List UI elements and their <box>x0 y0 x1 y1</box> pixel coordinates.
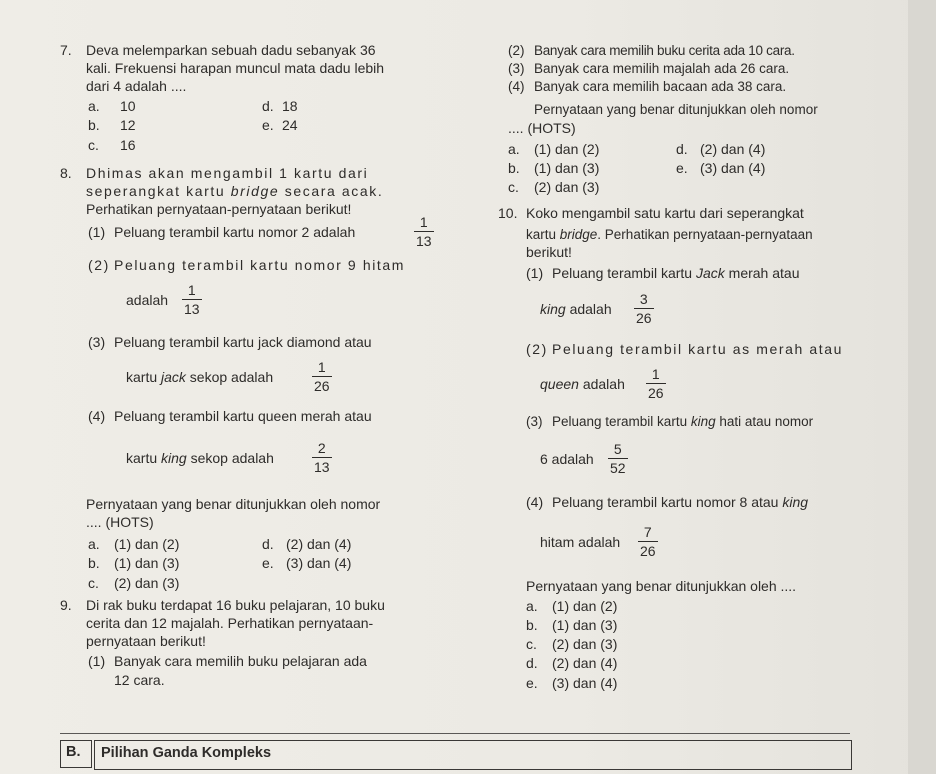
q7-option-a: 10 <box>120 98 136 114</box>
q9-hots: .... (HOTS) <box>508 120 576 136</box>
q10-s2-fraction: 1 26 <box>648 366 664 402</box>
q10-s3-label: (3) <box>526 414 543 429</box>
q9-option-a-letter: a. <box>508 141 520 157</box>
q8-option-b-letter: b. <box>88 555 100 571</box>
q8-s4-fraction: 2 13 <box>314 440 330 476</box>
q10-option-e: (3) dan (4) <box>552 675 618 691</box>
q10-option-d-letter: d. <box>526 655 538 671</box>
q10-s3-text-2: 6 adalah <box>540 451 594 467</box>
q10-option-a-letter: a. <box>526 598 538 614</box>
q9-line-1: Di rak buku terdapat 16 buku pelajaran, 10 buku <box>86 597 385 613</box>
q8-option-a: (1) dan (2) <box>114 536 180 552</box>
q10-s4-text-2: hitam adalah <box>540 534 621 550</box>
q8-option-d-letter: d. <box>262 536 274 552</box>
q7-option-b-letter: b. <box>88 117 100 133</box>
q10-s1-fraction: 3 26 <box>636 291 652 327</box>
q8-line-3: Perhatikan pernyataan-pernyataan berikut! <box>86 201 352 217</box>
page-edge-shadow <box>908 0 936 774</box>
q7-line-3: dari 4 adalah .... <box>86 78 187 94</box>
q9-s1-text: Banyak cara memilih buku pelajaran ada <box>114 653 367 669</box>
q9-option-e-letter: e. <box>676 160 688 176</box>
section-letter: B. <box>66 744 81 760</box>
q8-hots: .... (HOTS) <box>86 514 154 530</box>
q10-line-2: kartu bridge. Perhatikan pernyataan-pernyataan <box>526 227 813 242</box>
q9-option-e: (3) dan (4) <box>700 160 766 176</box>
q7-line-2: kali. Frekuensi harapan muncul mata dadu lebih <box>86 60 385 76</box>
q9-option-d: (2) dan (4) <box>700 141 766 157</box>
q10-line-3: berikut! <box>526 244 572 260</box>
q7-option-a-letter: a. <box>88 98 100 114</box>
q10-number: 10. <box>498 205 518 221</box>
q10-option-d: (2) dan (4) <box>552 655 618 671</box>
q8-option-c-letter: c. <box>88 575 99 591</box>
q9-line-3: pernyataan berikut! <box>86 633 206 649</box>
q9-s3-label: (3) <box>508 61 525 76</box>
q8-option-a-letter: a. <box>88 536 100 552</box>
q7-line-1: Deva melemparkan sebuah dadu sebanyak 36 <box>86 42 376 58</box>
q9-option-c: (2) dan (3) <box>534 179 600 195</box>
q8-s2-fraction: 1 13 <box>184 282 200 318</box>
q8-s4-text: Peluang terambil kartu queen merah atau <box>114 408 372 424</box>
q10-s4-label: (4) <box>526 494 544 510</box>
q9-option-d-letter: d. <box>676 141 688 157</box>
q8-option-e: (3) dan (4) <box>286 555 352 571</box>
q7-option-b: 12 <box>120 117 136 133</box>
q10-option-c-letter: c. <box>526 636 537 652</box>
q8-number: 8. <box>60 165 72 181</box>
q8-s2-text-2: adalah <box>126 292 169 308</box>
q7-option-d: 18 <box>282 98 298 114</box>
q8-s3-fraction: 1 26 <box>314 359 330 395</box>
q7-number: 7. <box>60 42 72 58</box>
q8-option-b: (1) dan (3) <box>114 555 180 571</box>
q8-s4-label: (4) <box>88 408 106 424</box>
q10-s1-label: (1) <box>526 265 544 281</box>
q9-option-b: (1) dan (3) <box>534 160 600 176</box>
q9-s1-label: (1) <box>88 653 106 669</box>
q7-option-c: 16 <box>120 137 136 153</box>
q10-line-1: Koko mengambil satu kartu dari seperangkat <box>526 205 804 221</box>
q10-option-e-letter: e. <box>526 675 538 691</box>
q10-s4-fraction: 7 26 <box>640 524 656 560</box>
q9-s3-text: Banyak cara memilih majalah ada 26 cara. <box>534 61 790 76</box>
q10-option-b: (1) dan (3) <box>552 617 618 633</box>
q8-s3-text-2: kartu jack sekop adalah <box>126 369 274 385</box>
q9-s2-text: Banyak cara memilih buku cerita ada 10 cara. <box>534 43 795 58</box>
q10-s2-label: (2) <box>526 341 548 357</box>
q7-option-c-letter: c. <box>88 137 99 153</box>
q10-s3-fraction: 5 52 <box>610 441 626 477</box>
q10-option-b-letter: b. <box>526 617 538 633</box>
section-title: Pilihan Ganda Kompleks <box>101 745 272 761</box>
q8-line-1: Dhimas akan mengambil 1 kartu dari <box>86 165 369 181</box>
q8-s4-text-2: kartu king sekop adalah <box>126 450 274 466</box>
q9-question: Pernyataan yang benar ditunjukkan oleh nomor <box>534 102 818 117</box>
q9-option-a: (1) dan (2) <box>534 141 600 157</box>
q8-s3-label: (3) <box>88 334 106 350</box>
q10-option-c: (2) dan (3) <box>552 636 618 652</box>
q7-option-e-letter: e. <box>262 117 274 133</box>
q10-s3-text: Peluang terambil kartu king hati atau nomor <box>552 414 814 429</box>
q10-s1-text: Peluang terambil kartu Jack merah atau <box>552 265 800 281</box>
q7-option-d-letter: d. <box>262 98 274 114</box>
section-top-rule <box>60 733 850 734</box>
q8-line-2: seperangkat kartu bridge secara acak. <box>86 183 384 199</box>
q10-s2-text: Peluang terambil kartu as merah atau <box>552 341 844 357</box>
q9-option-c-letter: c. <box>508 179 519 195</box>
q10-s1-text-2: king adalah <box>540 301 612 317</box>
q8-s2-label: (2) <box>88 257 110 273</box>
q7-option-e: 24 <box>282 117 298 133</box>
q9-number: 9. <box>60 597 72 613</box>
q10-s2-text-2: queen adalah <box>540 376 625 392</box>
q8-s3-text: Peluang terambil kartu jack diamond atau <box>114 334 372 350</box>
q9-s1-text-2: 12 cara. <box>114 672 165 688</box>
q8-s1-label: (1) <box>88 224 106 240</box>
q8-option-d: (2) dan (4) <box>286 536 352 552</box>
q9-option-b-letter: b. <box>508 160 520 176</box>
q9-line-2: cerita dan 12 majalah. Perhatikan pernyataan- <box>86 615 374 631</box>
q8-s1-text: Peluang terambil kartu nomor 2 adalah <box>114 224 356 240</box>
q8-question: Pernyataan yang benar ditunjukkan oleh nomor <box>86 496 381 512</box>
q9-s4-label: (4) <box>508 79 525 94</box>
q10-option-a: (1) dan (2) <box>552 598 618 614</box>
q8-s1-fraction: 1 13 <box>416 214 432 250</box>
q8-option-c: (2) dan (3) <box>114 575 180 591</box>
q10-s4-text: Peluang terambil kartu nomor 8 atau king <box>552 494 809 510</box>
q10-question: Pernyataan yang benar ditunjukkan oleh .... <box>526 578 797 594</box>
q8-s2-text: Peluang terambil kartu nomor 9 hitam <box>114 257 406 273</box>
q8-option-e-letter: e. <box>262 555 274 571</box>
q9-s2-label: (2) <box>508 43 525 58</box>
q9-s4-text: Banyak cara memilih bacaan ada 38 cara. <box>534 79 787 94</box>
